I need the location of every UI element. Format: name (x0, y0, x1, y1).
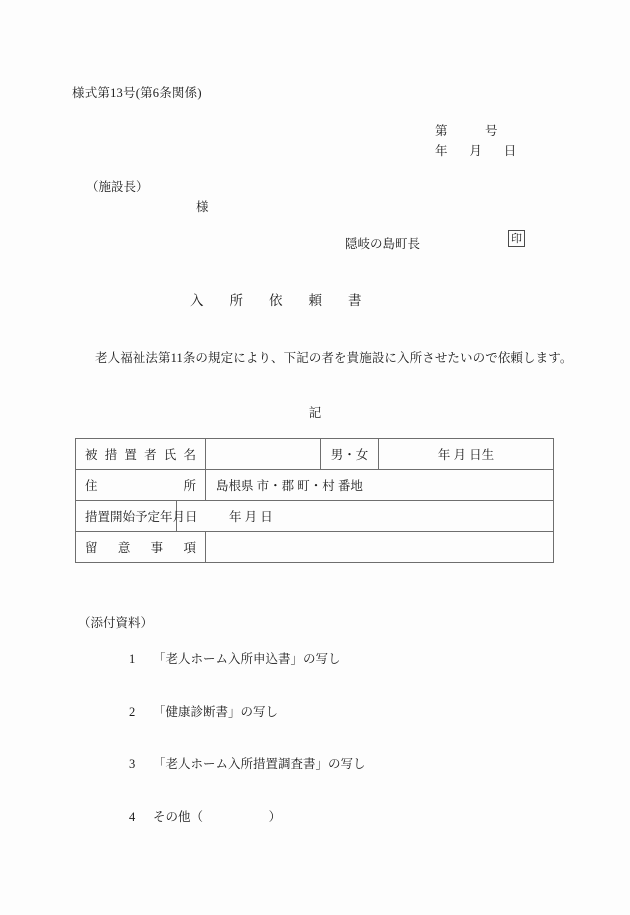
input-name-value[interactable] (206, 439, 321, 470)
attachment-text: その他（ ） (153, 809, 282, 824)
attachments-list (78, 634, 366, 840)
list-item (104, 739, 366, 787)
form-code-label: 様式第13号(第6条関係) (72, 86, 202, 100)
attachment-text: 「老人ホーム入所申込書」の写し (153, 652, 341, 666)
attachment-number: 3 (129, 757, 136, 771)
row-label-remarks: 留意事項 (76, 532, 206, 563)
facility-head-label: （施設長） (86, 180, 149, 194)
input-address-value[interactable]: 島根県 市・郡 町・村 番地 (206, 470, 554, 501)
gender-option[interactable]: 男・女 (321, 439, 379, 470)
attachments-section (78, 613, 366, 844)
attachments-title: （添付資料） (78, 616, 154, 630)
row-label-start-date: 措置開始予定年月日 (76, 501, 177, 532)
row-label-address: 住所 (76, 470, 206, 501)
issuer-name: 隠岐の島町長 (345, 237, 421, 251)
list-item (104, 687, 366, 735)
table-row (76, 532, 554, 563)
applicant-detail-table (75, 438, 554, 563)
attachment-number: 4 (129, 809, 136, 824)
attachment-text: 「老人ホーム入所措置調査書」の写し (153, 757, 366, 771)
attachment-number: 1 (129, 652, 136, 666)
seal-stamp-box: 印 (508, 230, 525, 247)
attachment-text: 「健康診断書」の写し (153, 704, 279, 719)
document-date-field: 年 月 日 (435, 144, 517, 158)
table-row (76, 501, 554, 532)
list-item (104, 634, 366, 682)
attachment-number: 2 (129, 704, 136, 719)
input-start-date-value[interactable]: 年 月 日 (177, 501, 554, 532)
input-remarks-value[interactable] (206, 532, 554, 563)
list-item (104, 792, 366, 840)
page-title: 入所依頼書 (190, 293, 388, 308)
input-birthdate-value[interactable]: 年 月 日生 (379, 439, 554, 470)
ki-marker: 記 (308, 406, 322, 420)
addressee-honorific: 様 (196, 200, 209, 214)
row-label-name: 被措置者氏名 (76, 439, 206, 470)
table-row (76, 439, 554, 470)
body-statement: 老人福祉法第11条の規定により、下記の者を貴施設に入所させたいので依頼します。 (95, 351, 573, 365)
table-row (76, 470, 554, 501)
document-number-field: 第 号 (435, 124, 498, 138)
